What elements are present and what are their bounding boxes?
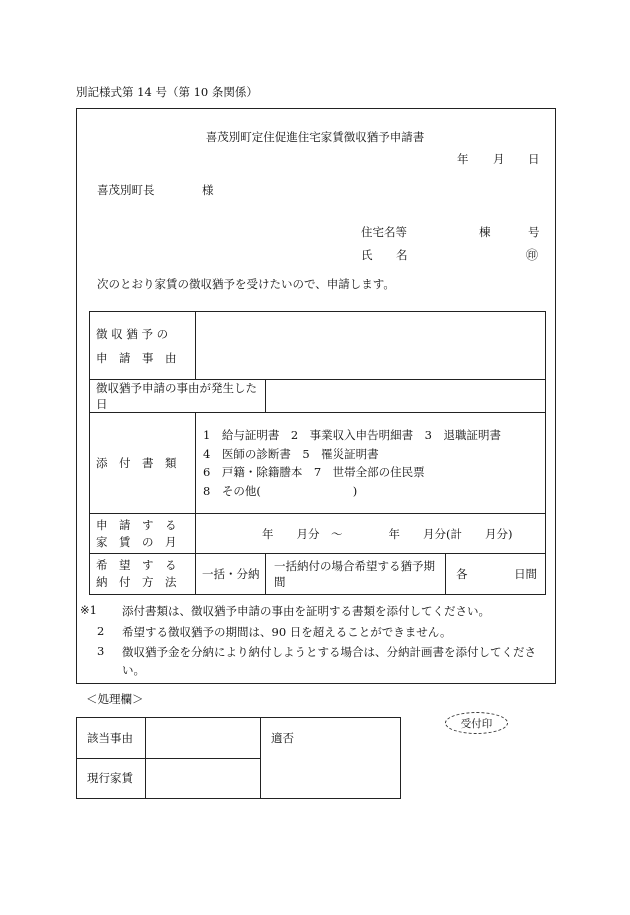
- note-2-text: 希望する徴収猶予の期間は、90 日を超えることができません。: [122, 625, 452, 639]
- approval-label: 適否: [271, 731, 294, 745]
- name-label-2: 名: [396, 248, 408, 262]
- form-number: 別記様式第 14 号（第 10 条関係）: [76, 85, 258, 99]
- payment-label-1: 希 望 す る: [96, 558, 177, 572]
- date-month: 月: [493, 152, 505, 166]
- reason-label: [90, 312, 196, 380]
- period-field[interactable]: [446, 554, 546, 595]
- current-rent-field[interactable]: [146, 758, 261, 799]
- addressee-honorific: 様: [202, 183, 214, 197]
- application-table: [89, 311, 546, 595]
- occurred-label: 徴収猶予申請の事由が発生した日: [90, 380, 266, 413]
- payment-label-2: 納 付 方 法: [96, 575, 177, 589]
- note-2-number: 2: [97, 624, 105, 638]
- reception-stamp: [445, 712, 508, 734]
- reason-label-1: 徴 収 猶 予 の: [96, 326, 169, 341]
- rent-month-label-1: 申 請 す る: [96, 517, 177, 532]
- note-3-continuation: い。: [122, 663, 145, 677]
- each-label: 各: [456, 567, 468, 581]
- payment-label: [90, 554, 196, 595]
- current-rent-label: 現行家賃: [77, 758, 146, 799]
- processing-table: [76, 717, 401, 799]
- reason-label-2: 申 請 事 由: [96, 350, 177, 365]
- reception-stamp-label: 受付印: [460, 717, 493, 730]
- attachments-label: 添 付 書 類: [90, 413, 196, 514]
- approval-cell[interactable]: [261, 718, 401, 799]
- date-day: 日: [528, 152, 540, 166]
- rent-month-field[interactable]: 年 月分 〜 年 月分(計 月分): [196, 514, 546, 554]
- attachment-line: 8 その他( ): [203, 483, 358, 498]
- payment-method[interactable]: 一括・分納: [196, 554, 266, 595]
- occurred-date-field[interactable]: [266, 380, 546, 413]
- applicable-reason-label: 該当事由: [77, 718, 146, 759]
- seal-mark: ㊞: [526, 248, 539, 262]
- building-label: 棟: [479, 225, 491, 239]
- attachments-list: [196, 413, 546, 514]
- date-year: 年: [457, 152, 469, 166]
- note-3-text: 徴収猶予金を分納により納付しようとする場合は、分納計画書を添付してくださ: [122, 645, 536, 659]
- lump-sum-label: 一括納付の場合希望する猶予期間: [266, 554, 446, 595]
- days-label: 日間: [514, 567, 538, 581]
- note-1-text: 添付書類は、徴収猶予申請の事由を証明する書類を添付してください。: [122, 604, 490, 618]
- form-title: 喜茂別町定住促進住宅家賃徴収猶予申請書: [205, 130, 425, 144]
- note-1-number: ※1: [80, 603, 97, 617]
- unit-label: 号: [528, 225, 540, 239]
- attachment-line: 6 戸籍・除籍謄本 7 世帯全部の住民票: [203, 465, 425, 479]
- applicable-reason-field[interactable]: [146, 718, 261, 759]
- attachment-line: 1 給与証明書 2 事業収入申告明細書 3 退職証明書: [203, 428, 501, 442]
- rent-month-label: [90, 514, 196, 554]
- processing-section-label: ＜処理欄＞: [86, 692, 144, 706]
- note-3-number: 3: [97, 644, 105, 658]
- name-label-1: 氏: [361, 248, 373, 262]
- reason-field[interactable]: [196, 312, 546, 380]
- rent-month-label-2: 家 賃 の 月: [96, 534, 177, 549]
- addressee-name: 喜茂別町長: [97, 183, 155, 197]
- intro-text: 次のとおり家賃の徴収猶予を受けたいので、申請します。: [97, 277, 395, 291]
- attachment-line: 4 医師の診断書 5 罹災証明書: [203, 446, 379, 461]
- residence-label: 住宅名等: [361, 225, 407, 239]
